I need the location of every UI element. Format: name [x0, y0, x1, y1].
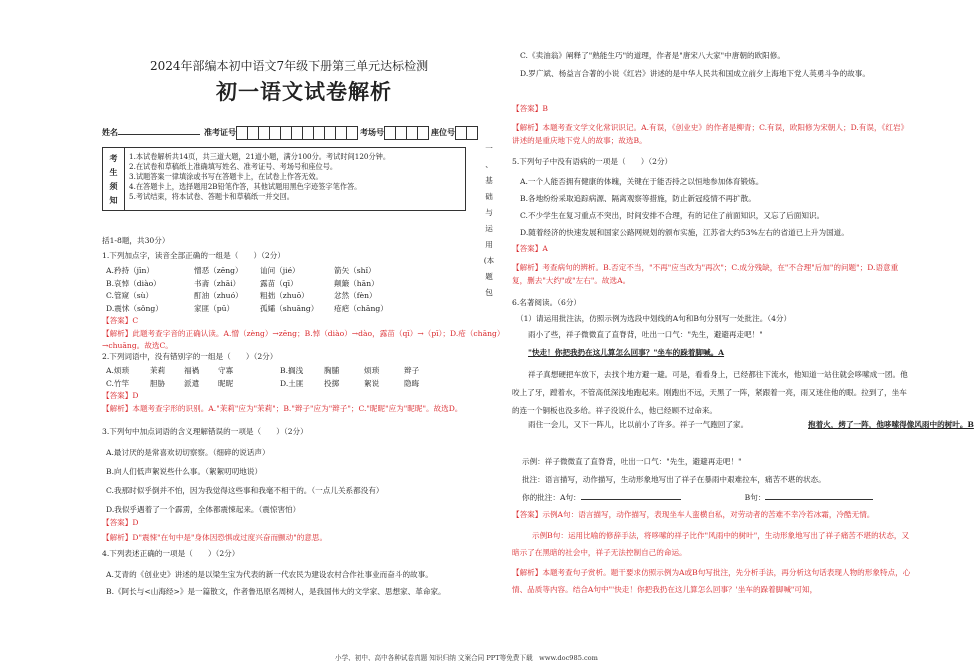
q2-stem: 2.下列词语中，没有错别字的一组是（ ）（2分） — [102, 352, 278, 361]
option: C.我那时似乎倒并不怕，因为我觉得这些事和我毫不相干的。（一点儿关系都没有） — [106, 486, 384, 495]
room-label: 考场号 — [360, 127, 384, 137]
notice-item: 5.考试结束，将本试卷、答题卡和草稿纸一并交回。 — [129, 192, 294, 201]
q4-options-left — [106, 566, 446, 600]
passage-line: 雨小了些，祥子微微直了直脊背，吐出一口气："先生，避避再走吧！" — [528, 330, 763, 339]
q5-options — [520, 173, 849, 241]
q2-options — [106, 365, 419, 390]
note-b-field[interactable] — [765, 499, 873, 500]
notice-item: 2.在试卷和草稿纸上准确填写姓名、准考证号、考场号和座位号。 — [129, 162, 338, 171]
example: 示例：祥子微微直了直脊背，吐出一口气："先生，避避再走吧！" — [522, 457, 742, 466]
note-a-label: 你的批注：A句： — [522, 493, 581, 502]
footer: 小学、初中、高中各种试卷真题 知识归纳 文案合同 PPT等免费下载 www.doc985.com — [335, 654, 598, 662]
q5-analysis: 【解析】考查病句的辨析。B.否定不当，"不再"应当改为"再次"；C.成分残缺，在"不合理"后加"的问题"；D.语意重复，删去"大约"或"左右"。故选A。 — [512, 263, 899, 285]
option-row: D.震怵（sǒng） 家匪（pū） 孤孀（shuāng） 疮疤（chāng） — [106, 303, 388, 313]
notice-item: 3.试题答案一律填涂或书写在答题卡上，在试卷上作答无效。 — [129, 172, 323, 181]
option: B.《阿长与<山海经>》是一篇散文，作者鲁迅原名周树人，是我国伟大的文学家、思想家、革命家。 — [106, 587, 446, 596]
notice-side-label: 考 生 须 知 — [103, 148, 125, 210]
q3-options — [106, 443, 384, 519]
option: C.不少学生在复习重点不突出，时间安排不合理，有的记住了前面知识，又忘了后面知识。 — [520, 211, 825, 220]
passage-paragraph: 祥子真想硬把车放下，去找个地方避一避。可是，看看身上，已经都往下流水，他知道一站住就会哆嗦成一团。他咬上了牙，蹚着水，不管高低深浅地跑起来。刚跑出不远，天黑了一阵，紧跟着一亮，雨又迷住他的眼。拉到了，坐车的连一个铜板也没多给。祥子没说什么，他已经顾不过命来。 — [512, 370, 908, 415]
option-row: A.矜持（jīn） 憎恶（zēng） 讪问（jié） 箭矢（shǐ） — [106, 266, 376, 275]
q6-sub1: （1）请运用批注法，仿照示例为选段中划线的A句和B句分别写一处批注。（4分） — [516, 314, 792, 323]
q3-analysis: 【解析】D"震悚"在句中是"身体因恐惧或过度兴奋而颤动"的意思。 — [102, 533, 328, 542]
q5-stem: 5.下列句子中没有语病的一项是（ ）（2分） — [512, 157, 673, 166]
option: A.最讨厌的是常喜欢切切察察。（细碎的说话声） — [106, 448, 270, 457]
option: A.一个人能否拥有健康的体魄，关键在于能否持之以恒地参加体育锻炼。 — [520, 177, 764, 186]
option: D.我似乎遇着了一个霹雳，全体都震悚起来。（震惊害怕） — [106, 505, 301, 514]
digit-box[interactable] — [346, 126, 358, 140]
q4-option-d: D.罗广斌、杨益言合著的小说《红岩》讲述的是中华人民共和国成立前夕上海地下党人英勇斗争的故事。 — [520, 69, 870, 78]
q3-answer: 【答案】D — [102, 518, 139, 527]
q6-analysis: 【解析】本题考查句子赏析。题干要求仿照示例为A或B句写批注，先分析手法，再分析这句话表现人物的形象特点，心情、品质等内容。结合A句中"'快走！你把我扔在这儿算怎么回事？'坐车的跺着脚喊"可知， — [512, 568, 911, 594]
name-field[interactable] — [118, 134, 200, 135]
candidate-info — [102, 126, 477, 140]
note-a-field[interactable] — [581, 499, 681, 500]
notice-box — [102, 147, 466, 211]
seat-label: 座位号 — [431, 127, 455, 137]
q4-analysis: 【解析】本题考查文学文化常识识记。A.有误，《创业史》的作者是柳青；C.有误，欧阳修为宋朝人；D.有误，《红岩》讲述的是重庆地下党人的故事；故选B。 — [512, 123, 909, 145]
option-row: A.烦琐 茉莉 福禍 守寡 B.搁浅 胸脯 烦琐 辫子 — [106, 366, 420, 375]
q4-answer: 【答案】B — [512, 104, 548, 113]
notice-item: 1.本试卷解析共14页，共三道大题，21道小题，满分100分。考试时间120分钟。 — [129, 152, 391, 161]
q4-option-c: C.《卖油翁》阐释了"熟能生巧"的道理，作者是"唐宋八大家"中唐朝的欧阳修。 — [520, 51, 785, 60]
q1-answer: 【答案】C — [102, 316, 139, 325]
digit-box[interactable] — [466, 126, 478, 140]
notice-item: 4.在答题卡上，选择题用2B铅笔作答，其他试题用黑色字迹签字笔作答。 — [129, 182, 362, 191]
your-note — [522, 493, 873, 502]
admission-label: 准考证号 — [204, 127, 236, 137]
q6-stem: 6.名著阅读。（6分） — [512, 298, 582, 307]
q1-analysis: 【解析】此题考查字音的正确认读。A.憎（zèng）→zēng；B.悼（diào）→dào，露苗（qī）→（pī）；D.疮（chāng）→chuāng。故选C。 — [102, 329, 501, 350]
exam-title: 2024年部编本初中语文7年级下册第三单元达标检测 — [150, 59, 429, 73]
notice-items — [129, 152, 390, 202]
passage-sentence-b: 抱着火，烤了一阵，他哆嗦得像风雨中的树叶。B — [808, 420, 974, 429]
main-title: 初一语文试卷解析 — [216, 80, 392, 104]
digit-box[interactable] — [417, 126, 429, 140]
passage-line: 雨住一会儿，又下一阵儿，比以前小了许多。祥子一气跑回了家。 — [528, 420, 749, 429]
q6-answer: 【答案】示例A句：语言描写，动作描写，表现坐车人蛮横自私，对劳动者的苦难不幸冷若冰霜，冷酷无情。 — [512, 510, 875, 519]
q4-stem: 4.下列表述正确的一项是（ ）（2分） — [102, 549, 240, 558]
q1-options — [106, 265, 406, 315]
passage-sentence-a: "快走！你把我扔在这儿算怎么回事？"坐车的跺着脚喊。A — [528, 348, 725, 357]
q3-stem: 3.下列句中加点词语的含义理解错误的一项是（ ）（2分） — [102, 427, 308, 436]
q2-answer: 【答案】D — [102, 391, 139, 400]
option-row: B.哀悼（diào） 书斋（zhāi） 露苗（qī） 颠簸（hān） — [106, 278, 379, 288]
section-heading-cont: 括1-8题，共30分） — [102, 236, 170, 245]
option: A.艾青的《创业史》讲述的是以梁生宝为代表的新一代农民为建设农村合作社事业而奋斗的故事。 — [106, 570, 433, 579]
option: B.向人们低声絮说些什么事。（絮絮叨叨地说） — [106, 467, 263, 476]
option: B.各地纷纷采取追踪病源、隔离观察等措施，防止新冠疫情不再扩散。 — [520, 194, 756, 203]
note-b-label: B句： — [744, 493, 766, 502]
option: D.随着经济的快速发展和国家公路网规划的颁布实施，江苏省大约53%左右的省道已上升为国道。 — [520, 228, 849, 237]
name-label: 姓名 — [102, 127, 118, 137]
option-row: C.竹竿 胆胁 派遣 昵昵 D.土匪 投掷 絮说 隐晦 — [106, 378, 420, 388]
q1-stem: 1.下列加点字，读音全部正确的一组是（ ）（2分） — [102, 251, 285, 260]
q6-answer-b: 示例B句：运用比喻的修辞手法，将哆嗦的祥子比作"风雨中的树叶"，生动形象地写出了祥子痛苦不堪的状态，又暗示了在黑暗的社会中，祥子无法控制自己的命运。 — [512, 531, 910, 557]
option-row: C.管窥（sù） 酊油（zhuó） 粗拙（zhuō） 忿然（fèn） — [106, 291, 377, 301]
q5-answer: 【答案】A — [512, 244, 548, 253]
section-heading-vertical: 一 、 基 础 与 运 用 (本 题 包 — [483, 144, 495, 297]
example-note: 批注：语言描写，动作描写，生动形象地写出了祥子在暴雨中艰难拉车，痛苦不堪的状态。 — [522, 475, 826, 484]
q2-analysis: 【解析】本题考查字形的识别。A."茉莉"应为"茉莉"；B."辫子"应为"辫子"；C."昵昵"应为"昵昵"。故选D。 — [102, 404, 463, 413]
